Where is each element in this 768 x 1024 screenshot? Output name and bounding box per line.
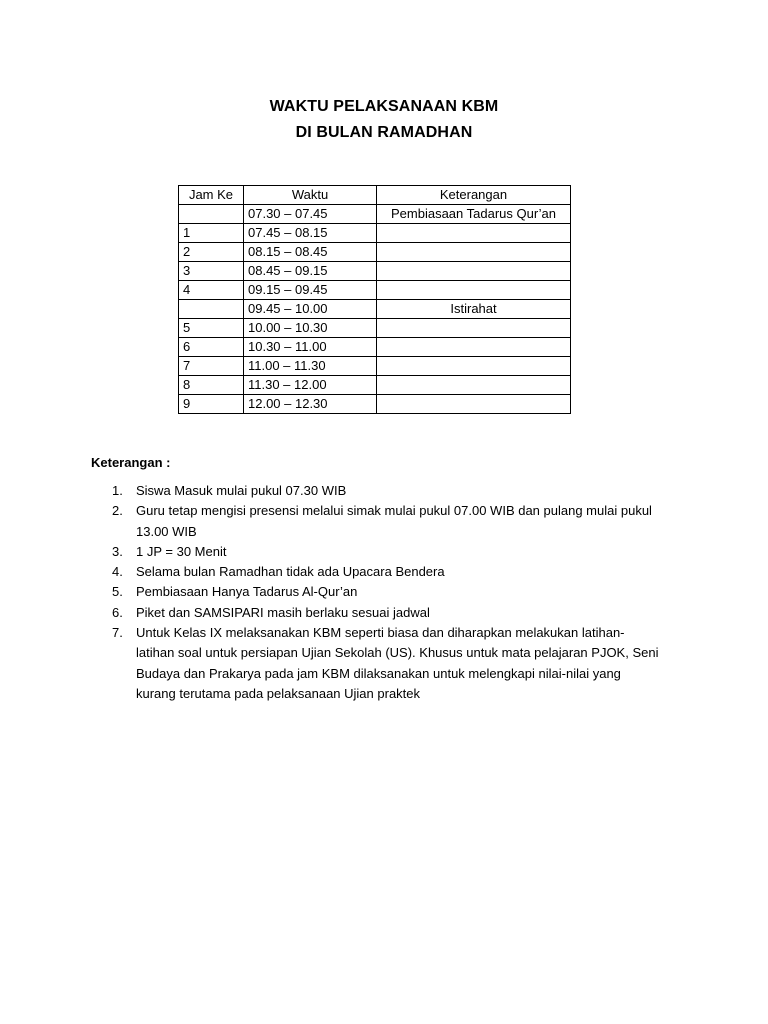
cell-jam-ke xyxy=(179,300,244,319)
document-title-line1: WAKTU PELAKSANAAN KBM xyxy=(269,98,499,115)
cell-waktu: 11.30 – 12.00 xyxy=(244,376,377,395)
cell-waktu: 12.00 – 12.30 xyxy=(244,395,377,414)
list-item-number: 1. xyxy=(112,483,123,498)
column-header-waktu: Waktu xyxy=(244,186,377,205)
list-item-number: 3. xyxy=(112,543,123,559)
cell-keterangan: Pembiasaan Tadarus Qur’an xyxy=(377,205,571,224)
notes-list xyxy=(91,481,661,704)
cell-keterangan xyxy=(377,319,571,338)
list-item-number: 7. xyxy=(112,625,123,641)
list-item-text: Siswa Masuk mulai pukul 07.30 WIB xyxy=(136,483,347,498)
cell-waktu: 10.00 – 10.30 xyxy=(244,319,377,338)
cell-keterangan xyxy=(377,262,571,281)
table-row xyxy=(179,376,571,395)
cell-jam-ke: 1 xyxy=(179,224,244,243)
cell-jam-ke: 8 xyxy=(179,376,244,395)
cell-keterangan xyxy=(377,243,571,262)
table-row xyxy=(179,224,571,243)
list-item-text: Guru tetap mengisi presensi melalui simak mulai pukul 07.00 WIB dan pulang mulai pukul 13.00 WIB xyxy=(136,503,652,539)
table-row xyxy=(179,262,571,281)
cell-waktu: 08.45 – 09.15 xyxy=(244,262,377,281)
cell-waktu: 07.30 – 07.45 xyxy=(244,205,377,224)
list-item-text: Selama bulan Ramadhan tidak ada Upacara Bendera xyxy=(136,564,445,580)
cell-keterangan xyxy=(377,281,571,300)
cell-keterangan xyxy=(377,224,571,243)
list-item-number: 4. xyxy=(112,564,123,580)
list-item xyxy=(91,501,661,542)
cell-jam-ke: 9 xyxy=(179,395,244,414)
notes-heading: Keterangan : xyxy=(91,455,171,470)
column-header-jam-ke: Jam Ke xyxy=(179,186,244,205)
cell-keterangan xyxy=(377,376,571,395)
table-header-row xyxy=(179,186,571,205)
cell-jam-ke xyxy=(179,205,244,224)
cell-waktu: 10.30 – 11.00 xyxy=(244,338,377,357)
cell-waktu: 09.45 – 10.00 xyxy=(244,300,377,319)
cell-jam-ke: 2 xyxy=(179,243,244,262)
list-item-number: 5. xyxy=(112,584,123,600)
list-item-text: Pembiasaan Hanya Tadarus Al-Qur’an xyxy=(136,584,358,600)
list-item xyxy=(91,481,661,501)
list-item xyxy=(91,603,661,623)
column-header-keterangan: Keterangan xyxy=(377,186,571,205)
table-row xyxy=(179,395,571,414)
schedule-table xyxy=(178,185,571,414)
list-item xyxy=(91,623,661,704)
list-item xyxy=(91,562,661,582)
cell-waktu: 11.00 – 11.30 xyxy=(244,357,377,376)
list-item-number: 6. xyxy=(112,604,123,620)
cell-keterangan xyxy=(377,395,571,414)
table-row xyxy=(179,357,571,376)
list-item-text: Untuk Kelas IX melaksanakan KBM seperti biasa dan diharapkan melakukan latihan-latihan soal untuk persiapan Ujian Sekolah (US). Khusus untuk mata pelajaran PJOK, Seni Budaya dan Prakarya pada jam KBM dilaksanakan untuk melengkapi nilai-nilai yang kurang terutama pada pelaksanaan Ujian praktek xyxy=(136,625,659,701)
cell-waktu: 09.15 – 09.45 xyxy=(244,281,377,300)
cell-jam-ke: 6 xyxy=(179,338,244,357)
cell-waktu: 08.15 – 08.45 xyxy=(244,243,377,262)
table-row xyxy=(179,243,571,262)
list-item-text: 1 JP = 30 Menit xyxy=(136,543,227,559)
table-row xyxy=(179,205,571,224)
cell-keterangan: Istirahat xyxy=(377,300,571,319)
list-item-text: Piket dan SAMSIPARI masih berlaku sesuai jadwal xyxy=(136,604,430,620)
table-row xyxy=(179,281,571,300)
cell-keterangan xyxy=(377,357,571,376)
cell-waktu: 07.45 – 08.15 xyxy=(244,224,377,243)
cell-keterangan xyxy=(377,338,571,357)
table-row xyxy=(179,338,571,357)
list-item xyxy=(91,582,661,602)
table-row xyxy=(179,300,571,319)
list-item-number: 2. xyxy=(112,503,123,519)
cell-jam-ke: 7 xyxy=(179,357,244,376)
cell-jam-ke: 5 xyxy=(179,319,244,338)
table-row xyxy=(179,319,571,338)
list-item xyxy=(91,542,661,562)
cell-jam-ke: 4 xyxy=(179,281,244,300)
cell-jam-ke: 3 xyxy=(179,262,244,281)
document-title-line2: DI BULAN RAMADHAN xyxy=(295,124,473,141)
